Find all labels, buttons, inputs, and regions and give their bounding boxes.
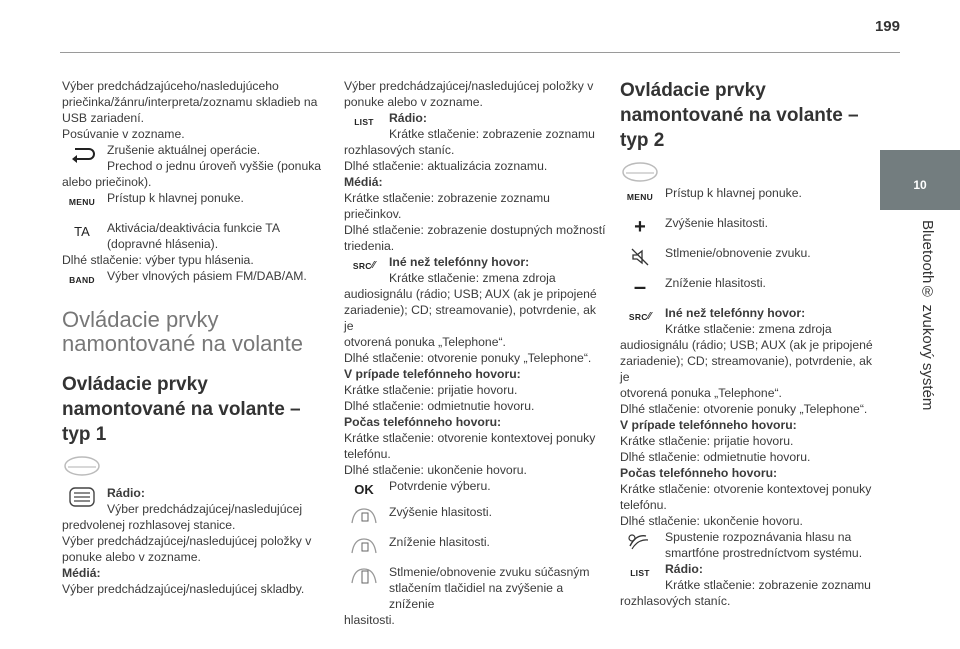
minus-control <box>620 274 880 299</box>
text-line: Zvýšenie hlasitosti. <box>389 505 492 519</box>
ok-icon: OK <box>354 482 374 497</box>
text-line: Počas telefónneho hovoru: <box>344 415 502 429</box>
text-line: Výber predchádzajúcej/nasledujúcej <box>107 502 303 516</box>
list-icon: LIST <box>354 117 374 127</box>
text-line: V prípade telefónneho hovoru: <box>344 367 521 381</box>
volume-up-control <box>344 504 606 524</box>
text-line: Stlmenie/obnovenie zvuku súčasným <box>389 565 590 579</box>
steering-wheel-icon <box>62 455 324 479</box>
text-line: zariadenie); CD; streamovanie), potvrdenie, ak je <box>344 303 596 333</box>
text-line: Výber predchádzajúcej/nasledujúcej skladby. <box>62 582 305 596</box>
plus-control <box>620 215 880 238</box>
chapter-number: 10 <box>913 178 927 192</box>
text-line: Krátke stlačenie: zobrazenie zoznamu <box>389 127 595 141</box>
text-line: Krátke stlačenie: zobrazenie zoznamu <box>665 578 871 592</box>
text-line: Dlhé stlačenie: otvorenie ponuky „Telephone“. <box>620 402 868 416</box>
text-line: otvorená ponuka „Telephone“. <box>620 386 782 400</box>
src-icon-label: SRC <box>628 312 648 322</box>
text-line: alebo priečinok). <box>62 175 152 189</box>
src-control <box>344 254 606 478</box>
text-line: Zrušenie aktuálnej operácie. <box>107 143 261 157</box>
text-line: Výber predchádzajúcej/nasledujúcej položky v <box>344 79 594 93</box>
section-heading: Ovládacie prvky <box>62 307 219 332</box>
text-line: Dlhé stlačenie: zobrazenie dostupných možností <box>344 223 606 237</box>
src-icon: SRC ⁄⁄ <box>620 306 660 328</box>
text-line: Prístup k hlavnej ponuke. <box>107 191 244 205</box>
column-2 <box>344 78 606 628</box>
text-line: Zníženie hlasitosti. <box>665 276 766 290</box>
ta-icon: TA <box>74 224 90 239</box>
src-icon-label: SRC <box>352 261 372 271</box>
text-line: Iné než telefónny hovor: <box>665 306 806 320</box>
subheading: typ 2 <box>620 130 665 151</box>
section-heading: namontované na volante <box>62 331 303 356</box>
text-line: priečinkov. <box>344 207 402 221</box>
voice-recognition-icon <box>620 530 660 552</box>
steering-wheel-volume-up-icon <box>344 505 384 527</box>
text-line: stlačením tlačidiel na zvýšenie a zníženie <box>389 581 564 611</box>
steering-wheel-icon <box>620 161 880 185</box>
menu-control <box>62 190 324 210</box>
chapter-title: Bluetooth® zvukový systém <box>919 220 936 411</box>
text-line: Dlhé stlačenie: ukončenie hovoru. <box>620 514 803 528</box>
band-icon: BAND <box>69 275 95 285</box>
ok-control <box>344 478 606 498</box>
text-line: zariadenie); CD; streamovanie), potvrdenie, ak je <box>620 354 872 384</box>
text-line: telefónu. <box>344 447 391 461</box>
page-number: 199 <box>874 18 900 35</box>
text-line: Médiá: <box>62 566 101 580</box>
text-line: rozhlasových staníc. <box>344 143 455 157</box>
list-icon: LIST <box>630 568 650 578</box>
text-line: otvorená ponuka „Telephone“. <box>344 335 506 349</box>
mute-control <box>344 564 606 628</box>
text-line: Výber predchádzajúcej/nasledujúcej položky v <box>62 534 312 548</box>
text-line: (dopravné hlásenia). <box>107 237 219 251</box>
steering-buttons-icon <box>62 486 102 508</box>
subheading: namontované na volante – <box>62 399 301 420</box>
steering-wheel-mute-icon <box>344 565 384 587</box>
plus-icon: + <box>634 216 646 238</box>
text-line: Iné než telefónny hovor: <box>389 255 530 269</box>
text-line: Krátke stlačenie: zmena zdroja <box>665 322 832 336</box>
band-control <box>62 268 324 288</box>
text-line: Krátke stlačenie: otvorenie kontextovej ponuky <box>620 482 872 496</box>
back-arrow-icon <box>62 143 102 165</box>
voice-control <box>620 529 880 561</box>
header-rule <box>60 52 900 53</box>
text-line: Krátke stlačenie: zobrazenie zoznamu <box>344 191 550 205</box>
text-line: Spustenie rozpoznávania hlasu na <box>665 530 852 544</box>
text-line: Dlhé stlačenie: otvorenie ponuky „Telephone“. <box>344 351 592 365</box>
text-line: hlasitosti. <box>344 613 395 627</box>
src-control <box>620 305 880 529</box>
text-line: Aktivácia/deaktivácia funkcie TA <box>107 221 280 235</box>
menu-icon: MENU <box>68 197 96 207</box>
list-control <box>620 561 880 609</box>
text-line: Posúvanie v zozname. <box>62 127 185 141</box>
text-line: Potvrdenie výberu. <box>389 479 491 493</box>
list-control <box>344 110 606 254</box>
text-line: Krátke stlačenie: zmena zdroja <box>389 271 556 285</box>
text-line: Počas telefónneho hovoru: <box>620 466 778 480</box>
text-line: priečinka/žánru/interpreta/zoznamu skladieb na <box>62 95 318 109</box>
text-line: Krátke stlačenie: prijatie hovoru. <box>344 383 518 397</box>
column-3 <box>620 78 880 609</box>
text-line: predvolenej rozhlasovej stanice. <box>62 518 236 532</box>
src-icon: SRC ⁄⁄ <box>344 255 384 277</box>
text-line: ponuke alebo v zozname. <box>62 550 201 564</box>
text-line: Médiá: <box>344 175 383 189</box>
text-line: Krátke stlačenie: otvorenie kontextovej ponuky <box>344 431 596 445</box>
text-line: Výber predchádzajúceho/nasledujúceho <box>62 79 279 93</box>
column-1 <box>62 78 324 597</box>
steering-wheel-volume-down-icon <box>344 535 384 557</box>
text-line: Stlmenie/obnovenie zvuku. <box>665 246 811 260</box>
subheading: Ovládacie prvky <box>62 374 208 395</box>
text-line: Rádio: <box>107 486 145 500</box>
radio-control <box>62 485 324 597</box>
text-line: Rádio: <box>665 562 703 576</box>
mute-icon <box>620 246 660 268</box>
text-line: Zvýšenie hlasitosti. <box>665 216 768 230</box>
text-line: Dlhé stlačenie: výber typu hlásenia. <box>62 253 254 267</box>
subheading: namontované na volante – <box>620 105 859 126</box>
text-line: Prístup k hlavnej ponuke. <box>665 186 802 200</box>
text-line: telefónu. <box>620 498 667 512</box>
text-line: Dlhé stlačenie: ukončenie hovoru. <box>344 463 527 477</box>
ta-control <box>62 220 324 268</box>
text-line: Dlhé stlačenie: odmietnutie hovoru. <box>620 450 811 464</box>
text-line: Prechod o jednu úroveň vyššie (ponuka <box>107 159 322 173</box>
text-line: smartfóne prostredníctvom systému. <box>665 546 863 560</box>
text-line: Dlhé stlačenie: odmietnutie hovoru. <box>344 399 535 413</box>
back-control <box>62 142 324 190</box>
menu-icon: MENU <box>626 192 654 202</box>
text-line: audiosignálu (rádio; USB; AUX (ak je pripojené <box>344 287 597 301</box>
subheading: typ 1 <box>62 424 107 445</box>
text-line: Rádio: <box>389 111 427 125</box>
text-line: Zníženie hlasitosti. <box>389 535 490 549</box>
minus-icon: – <box>633 274 647 299</box>
mute-control <box>620 245 880 265</box>
text-line: triedenia. <box>344 239 395 253</box>
text-line: Dlhé stlačenie: aktualizácia zoznamu. <box>344 159 548 173</box>
text-line: V prípade telefónneho hovoru: <box>620 418 797 432</box>
text-line: USB zariadení. <box>62 111 144 125</box>
text-line: audiosignálu (rádio; USB; AUX (ak je pripojené <box>620 338 873 352</box>
menu-control <box>620 185 880 205</box>
text-line: Krátke stlačenie: prijatie hovoru. <box>620 434 794 448</box>
text-line: rozhlasových staníc. <box>620 594 731 608</box>
text-line: ponuke alebo v zozname. <box>344 95 483 109</box>
text-line: Výber vlnových pásiem FM/DAB/AM. <box>107 269 307 283</box>
volume-down-control <box>344 534 606 554</box>
subheading: Ovládacie prvky <box>620 80 766 101</box>
